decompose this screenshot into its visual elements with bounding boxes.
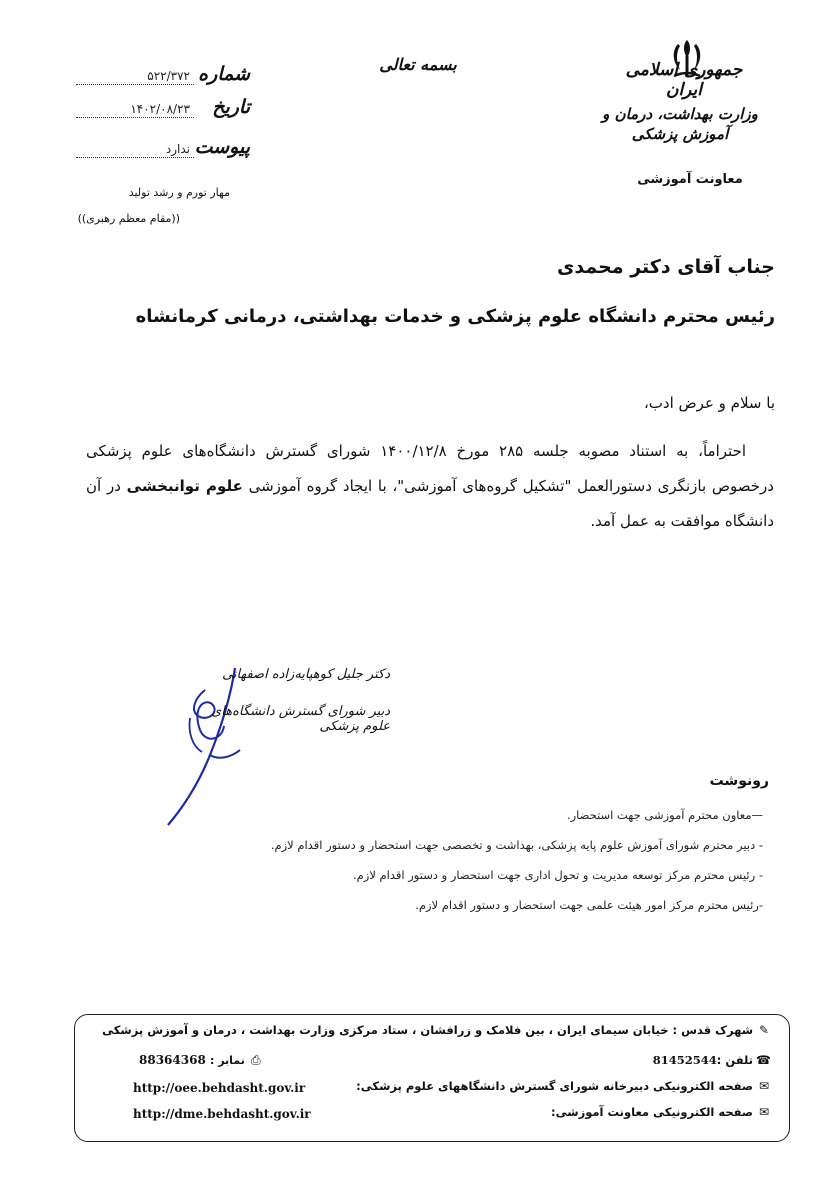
phone-value: 81452544 xyxy=(652,1053,717,1067)
letter-number-row xyxy=(70,63,250,89)
year-slogan: مهار تورم و رشد تولید xyxy=(128,186,230,199)
envelope-icon: ✉ xyxy=(758,1105,770,1119)
website-1-url[interactable]: http://oee.behdasht.gov.ir xyxy=(133,1081,306,1095)
attachment-value: ندارد xyxy=(165,142,190,156)
body-text-part1: احتراماً، به استناد مصوبه جلسه ۲۸۵ مورخ ۱۴۰۰/۱۲/۸ شورای گسترش دانشگاه‌های علوم پزشکی درخصوص بازنگری دستورالعمل "تشکیل گروه‌های آموزشی"، با ایجاد گروه آموزشی xyxy=(86,442,774,495)
footer-website-2 xyxy=(551,1105,771,1119)
body-text-bold: علوم توانبخشی xyxy=(126,477,243,495)
envelope-icon: ✉ xyxy=(758,1079,770,1093)
body-text-part2: در آن دانشگاه موافقت به عمل آمد. xyxy=(86,477,774,530)
handwritten-signature xyxy=(150,660,260,830)
phone-icon: ☎ xyxy=(756,1053,771,1067)
number-value: ۵۲۲/۳۷۲ xyxy=(147,69,190,83)
greeting: با سلام و عرض ادب، xyxy=(643,394,775,412)
cc-item: —معاون محترم آموزشی جهت استحضار. xyxy=(566,808,763,822)
date-dotted-line xyxy=(76,117,194,118)
footer-website-1 xyxy=(356,1079,771,1093)
cc-heading: رونوشت xyxy=(709,773,769,789)
website-1-label: صفحه الکترونیکی دبیرخانه شورای گسترش دانشگاههای علوم پزشکی: xyxy=(356,1079,753,1093)
address-text: شهرک قدس : خیابان سیمای ایران ، بین فلامک و زرافشان ، ستاد مرکزی وزارت بهداشت ، درمان و آموزش پزشکی xyxy=(102,1023,753,1037)
ministry-name: وزارت بهداشت، درمان و آموزش پزشکی xyxy=(602,105,758,143)
deputy-name: معاونت آموزشی xyxy=(637,172,743,187)
fax-icon: ⎙ xyxy=(251,1053,261,1067)
fax-label: نمابر : xyxy=(209,1054,245,1067)
mail-tray-icon: ✎ xyxy=(758,1023,770,1037)
cc-item: - رئیس محترم مرکز توسعه مدیریت و تحول اداری جهت استحضار و دستور اقدام لازم. xyxy=(353,868,763,882)
cc-item: -رئیس محترم مرکز امور هیئت علمی جهت استحضار و دستور اقدام لازم. xyxy=(415,898,763,912)
footer-phone xyxy=(653,1053,771,1067)
website-2-label: صفحه الکترونیکی معاونت آموزشی: xyxy=(551,1105,753,1119)
footer-contact-box xyxy=(74,1014,790,1142)
bismillah-heading: بسمه تعالی xyxy=(379,55,457,74)
signatory-title: دبیر شورای گسترش دانشگاه‌های علوم پزشکی xyxy=(211,704,390,734)
cc-item: - دبیر محترم شورای آموزش علوم پایه پزشکی، بهداشت و تخصصی جهت استحضار و دستور اقدام لازم. xyxy=(270,838,763,852)
attachment-label: پیوست xyxy=(194,136,250,158)
footer-fax xyxy=(139,1053,263,1068)
slogan-source: ((مقام معظم رهبری)) xyxy=(77,212,180,225)
addressee-title: رئیس محترم دانشگاه علوم پزشکی و خدمات بهداشتی، درمانی کرمانشاه xyxy=(135,306,775,327)
date-value: ۱۴۰۲/۰۸/۲۳ xyxy=(130,102,190,116)
addressee-name: جناب آقای دکتر محمدی xyxy=(557,256,775,278)
signatory-name: دکتر جلیل کوهپایه‌زاده اصفهانی xyxy=(222,667,390,682)
letter-attachment-row xyxy=(70,136,250,162)
letter-body xyxy=(86,434,774,539)
footer-address xyxy=(102,1023,771,1037)
date-label: تاریخ xyxy=(212,96,250,118)
website-2-url[interactable]: http://dme.behdasht.gov.ir xyxy=(133,1107,311,1121)
letter-date-row xyxy=(70,96,250,122)
attachment-dotted-line xyxy=(76,157,194,158)
phone-label: تلفن : xyxy=(716,1053,753,1067)
number-label: شماره xyxy=(198,63,250,85)
republic-name: جمهوری اسلامی ایران xyxy=(625,60,743,100)
fax-value: 88364368 xyxy=(139,1053,206,1067)
number-dotted-line xyxy=(76,84,194,85)
